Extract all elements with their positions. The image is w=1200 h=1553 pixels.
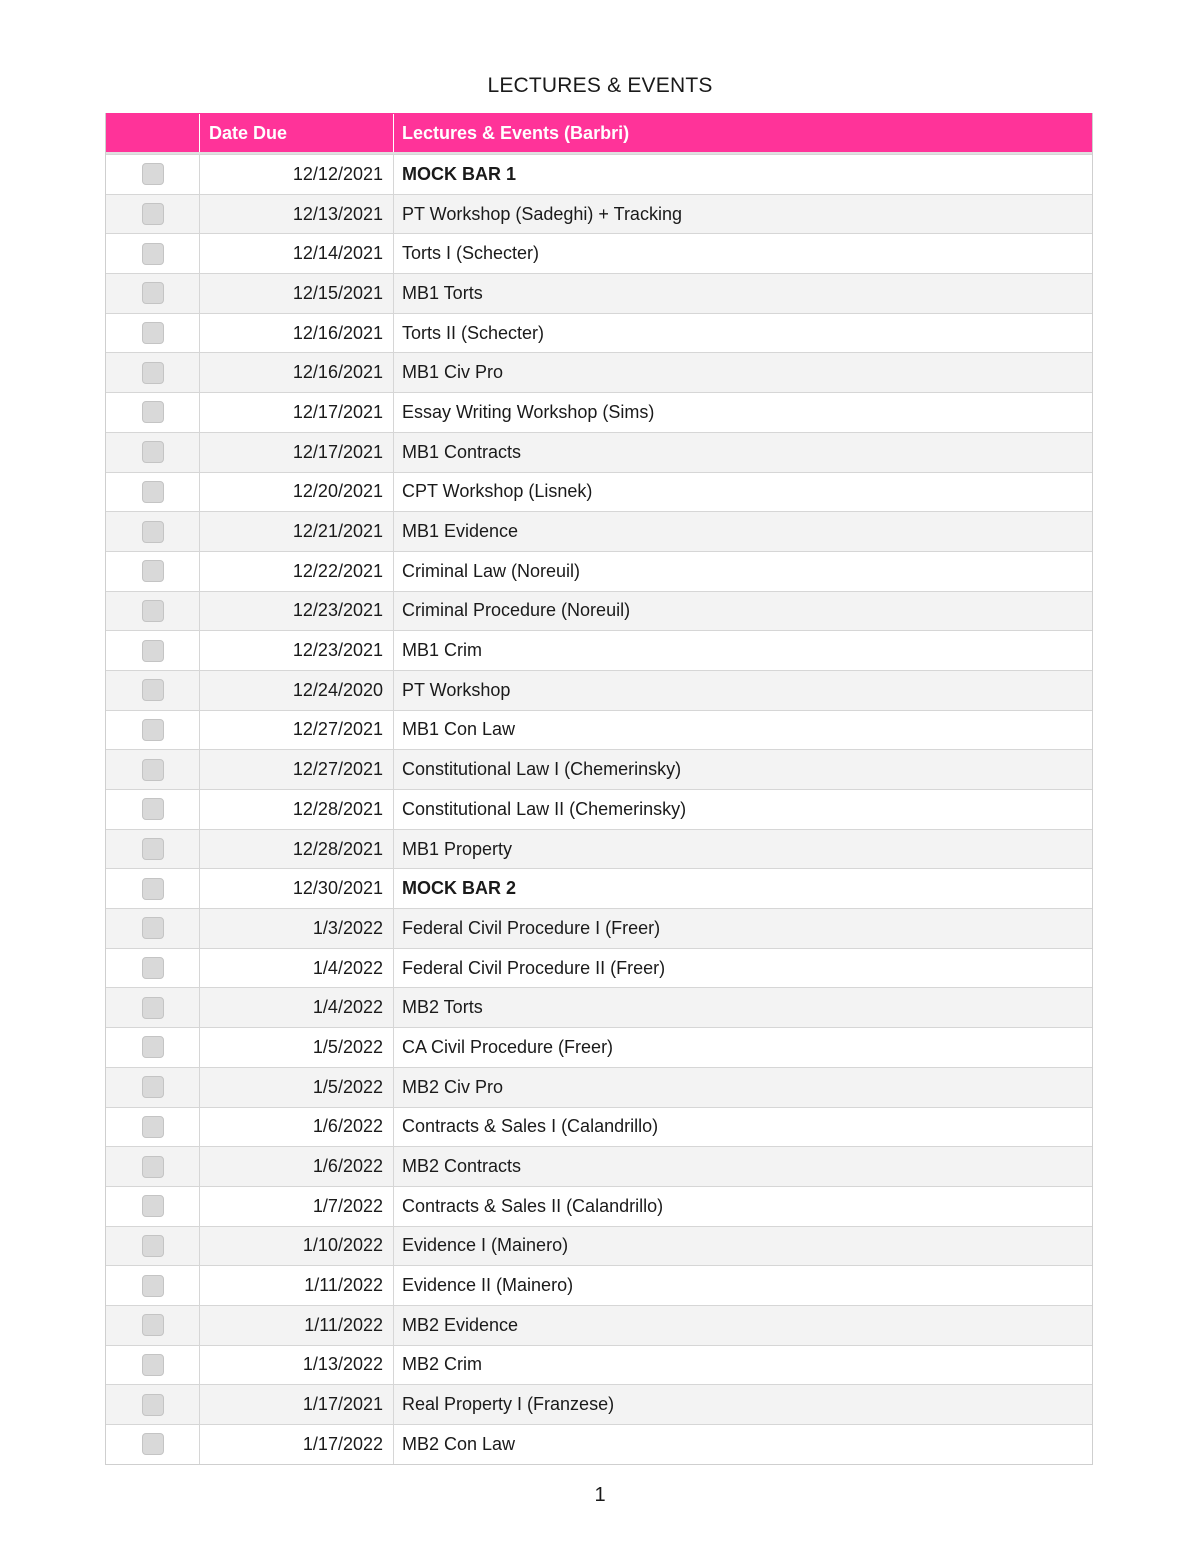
row-date-due: 12/27/2021 xyxy=(200,750,394,789)
row-checkbox-cell xyxy=(106,234,200,273)
row-date-due: 1/11/2022 xyxy=(200,1266,394,1305)
table-row xyxy=(106,710,1092,750)
table-row xyxy=(106,948,1092,988)
row-date-due: 12/17/2021 xyxy=(200,393,394,432)
row-date-due: 1/6/2022 xyxy=(200,1108,394,1147)
row-checkbox-cell xyxy=(106,790,200,829)
row-lecture-event: MOCK BAR 1 xyxy=(402,163,517,184)
row-checkbox[interactable] xyxy=(142,1036,164,1058)
table-row xyxy=(106,1186,1092,1226)
header-date-due: Date Due xyxy=(200,114,394,152)
row-checkbox-cell xyxy=(106,1266,200,1305)
row-checkbox[interactable] xyxy=(142,163,164,185)
row-lecture-event: CPT Workshop (Lisnek) xyxy=(402,481,593,502)
row-checkbox[interactable] xyxy=(142,1195,164,1217)
row-checkbox-cell xyxy=(106,393,200,432)
page-title: LECTURES & EVENTS xyxy=(487,74,713,97)
row-checkbox-cell xyxy=(106,671,200,710)
table-row xyxy=(106,591,1092,631)
row-date-due: 12/12/2021 xyxy=(200,155,394,194)
row-lecture-event: Contracts & Sales I (Calandrillo) xyxy=(402,1116,659,1137)
row-lecture-event: MB1 Con Law xyxy=(402,719,516,740)
page-number: 1 xyxy=(594,1484,606,1506)
row-checkbox-cell xyxy=(106,473,200,512)
row-checkbox-cell xyxy=(106,552,200,591)
table-row xyxy=(106,432,1092,472)
row-lecture-event: MB1 Torts xyxy=(402,282,483,303)
row-checkbox-cell xyxy=(106,1425,200,1464)
table-row xyxy=(106,1265,1092,1305)
row-lecture-event: Evidence II (Mainero) xyxy=(402,1275,574,1296)
table-row xyxy=(106,1067,1092,1107)
table-row xyxy=(106,1384,1092,1424)
row-checkbox[interactable] xyxy=(142,1235,164,1257)
row-checkbox[interactable] xyxy=(142,1354,164,1376)
row-date-due: 1/4/2022 xyxy=(200,988,394,1027)
row-checkbox-cell xyxy=(106,1187,200,1226)
row-checkbox-cell xyxy=(106,1306,200,1345)
row-date-due: 1/13/2022 xyxy=(200,1346,394,1385)
row-lecture-event: Evidence I (Mainero) xyxy=(402,1235,569,1256)
row-checkbox-cell xyxy=(106,274,200,313)
table-row xyxy=(106,313,1092,353)
row-lecture-event: Federal Civil Procedure I (Freer) xyxy=(402,917,661,938)
row-lecture-event: MB1 Property xyxy=(402,838,513,859)
table-body xyxy=(106,154,1092,1464)
row-checkbox-cell xyxy=(106,750,200,789)
table-row xyxy=(106,749,1092,789)
table-row xyxy=(106,1226,1092,1266)
row-date-due: 1/17/2021 xyxy=(200,1385,394,1424)
row-checkbox-cell xyxy=(106,988,200,1027)
row-lecture-event: MB2 Civ Pro xyxy=(402,1076,504,1097)
row-checkbox-cell xyxy=(106,869,200,908)
row-date-due: 12/15/2021 xyxy=(200,274,394,313)
row-lecture-event: MB2 Evidence xyxy=(402,1314,519,1335)
table-row xyxy=(106,472,1092,512)
row-checkbox-cell xyxy=(106,1068,200,1107)
row-checkbox[interactable] xyxy=(142,322,164,344)
table-row xyxy=(106,1345,1092,1385)
row-checkbox[interactable] xyxy=(142,798,164,820)
row-date-due: 12/17/2021 xyxy=(200,433,394,472)
row-date-due: 12/21/2021 xyxy=(200,512,394,551)
table-row xyxy=(106,154,1092,194)
row-lecture-event: Real Property I (Franzese) xyxy=(402,1394,615,1415)
row-checkbox[interactable] xyxy=(142,401,164,423)
row-date-due: 1/3/2022 xyxy=(200,909,394,948)
table-row xyxy=(106,392,1092,432)
row-checkbox[interactable] xyxy=(142,600,164,622)
row-date-due: 12/22/2021 xyxy=(200,552,394,591)
row-date-due: 1/5/2022 xyxy=(200,1028,394,1067)
table-row xyxy=(106,1027,1092,1067)
row-date-due: 12/28/2021 xyxy=(200,790,394,829)
row-lecture-event: PT Workshop xyxy=(402,679,511,700)
row-date-due: 1/4/2022 xyxy=(200,949,394,988)
row-checkbox[interactable] xyxy=(142,481,164,503)
row-date-due: 1/5/2022 xyxy=(200,1068,394,1107)
table-header-row xyxy=(106,113,1092,154)
row-lecture-event: MB1 Evidence xyxy=(402,521,519,542)
row-lecture-event: Contracts & Sales II (Calandrillo) xyxy=(402,1195,664,1216)
header-lectures-events: Lectures & Events (Barbri) xyxy=(402,122,630,143)
row-date-due: 12/27/2021 xyxy=(200,711,394,750)
row-checkbox-cell xyxy=(106,909,200,948)
row-checkbox-cell xyxy=(106,830,200,869)
table-row xyxy=(106,233,1092,273)
table-row xyxy=(106,194,1092,234)
row-checkbox-cell xyxy=(106,195,200,234)
row-checkbox-cell xyxy=(106,711,200,750)
table-row xyxy=(106,273,1092,313)
row-checkbox[interactable] xyxy=(142,1394,164,1416)
row-checkbox[interactable] xyxy=(142,1116,164,1138)
row-checkbox-cell xyxy=(106,1108,200,1147)
row-checkbox-cell xyxy=(106,1147,200,1186)
table-row xyxy=(106,1146,1092,1186)
row-date-due: 12/20/2021 xyxy=(200,473,394,512)
row-checkbox[interactable] xyxy=(142,1156,164,1178)
table-row xyxy=(106,789,1092,829)
row-lecture-event: Essay Writing Workshop (Sims) xyxy=(402,401,655,422)
row-checkbox-cell xyxy=(106,314,200,353)
row-checkbox[interactable] xyxy=(142,521,164,543)
row-checkbox-cell xyxy=(106,1028,200,1067)
row-checkbox[interactable] xyxy=(142,243,164,265)
row-lecture-event: MB2 Contracts xyxy=(402,1156,522,1177)
row-checkbox[interactable] xyxy=(142,441,164,463)
row-lecture-event: MB1 Civ Pro xyxy=(402,362,504,383)
row-lecture-event: MB2 Con Law xyxy=(402,1433,516,1454)
row-date-due: 1/6/2022 xyxy=(200,1147,394,1186)
row-date-due: 12/24/2020 xyxy=(200,671,394,710)
table-row xyxy=(106,511,1092,551)
row-checkbox-cell xyxy=(106,949,200,988)
row-checkbox-cell xyxy=(106,433,200,472)
header-check-cell xyxy=(106,114,200,152)
row-checkbox[interactable] xyxy=(142,719,164,741)
row-checkbox[interactable] xyxy=(142,679,164,701)
row-date-due: 1/10/2022 xyxy=(200,1227,394,1266)
row-checkbox[interactable] xyxy=(142,878,164,900)
row-checkbox[interactable] xyxy=(142,640,164,662)
row-lecture-event: CA Civil Procedure (Freer) xyxy=(402,1036,614,1057)
row-checkbox-cell xyxy=(106,512,200,551)
row-checkbox-cell xyxy=(106,592,200,631)
table-row xyxy=(106,670,1092,710)
row-lecture-event: MB2 Torts xyxy=(402,997,483,1018)
row-checkbox[interactable] xyxy=(142,1076,164,1098)
row-lecture-event: MB2 Crim xyxy=(402,1354,482,1375)
table-row xyxy=(106,868,1092,908)
row-lecture-event: Constitutional Law I (Chemerinsky) xyxy=(402,759,682,780)
row-checkbox[interactable] xyxy=(142,997,164,1019)
row-checkbox[interactable] xyxy=(142,1433,164,1455)
table-row xyxy=(106,551,1092,591)
table-row xyxy=(106,630,1092,670)
row-checkbox[interactable] xyxy=(142,759,164,781)
row-lecture-event: MB1 Crim xyxy=(402,640,482,661)
table-row xyxy=(106,1424,1092,1464)
row-lecture-event: MB1 Contracts xyxy=(402,441,522,462)
row-date-due: 12/16/2021 xyxy=(200,353,394,392)
row-checkbox[interactable] xyxy=(142,917,164,939)
table-row xyxy=(106,908,1092,948)
row-checkbox[interactable] xyxy=(142,282,164,304)
row-date-due: 12/28/2021 xyxy=(200,830,394,869)
row-checkbox-cell xyxy=(106,1385,200,1424)
row-date-due: 12/23/2021 xyxy=(200,592,394,631)
table-row xyxy=(106,987,1092,1027)
table-row xyxy=(106,1107,1092,1147)
table-row xyxy=(106,829,1092,869)
row-checkbox-cell xyxy=(106,353,200,392)
row-checkbox[interactable] xyxy=(142,203,164,225)
row-date-due: 1/11/2022 xyxy=(200,1306,394,1345)
row-checkbox[interactable] xyxy=(142,560,164,582)
row-checkbox-cell xyxy=(106,1346,200,1385)
row-lecture-event: Criminal Procedure (Noreuil) xyxy=(402,600,631,621)
row-checkbox[interactable] xyxy=(142,1275,164,1297)
row-checkbox-cell xyxy=(106,631,200,670)
row-checkbox-cell xyxy=(106,1227,200,1266)
row-checkbox[interactable] xyxy=(142,362,164,384)
row-date-due: 12/30/2021 xyxy=(200,869,394,908)
row-lecture-event: Torts I (Schecter) xyxy=(402,243,540,264)
row-date-due: 12/14/2021 xyxy=(200,234,394,273)
table-row xyxy=(106,352,1092,392)
row-lecture-event: Criminal Law (Noreuil) xyxy=(402,560,581,581)
table-row xyxy=(106,1305,1092,1345)
row-date-due: 12/16/2021 xyxy=(200,314,394,353)
events-table xyxy=(105,113,1093,1465)
row-date-due: 1/17/2022 xyxy=(200,1425,394,1464)
row-checkbox[interactable] xyxy=(142,838,164,860)
row-lecture-event: MOCK BAR 2 xyxy=(402,878,517,899)
row-date-due: 1/7/2022 xyxy=(200,1187,394,1226)
row-lecture-event: Constitutional Law II (Chemerinsky) xyxy=(402,798,687,819)
row-lecture-event: PT Workshop (Sadeghi) + Tracking xyxy=(402,203,682,224)
row-date-due: 12/23/2021 xyxy=(200,631,394,670)
row-lecture-event: Federal Civil Procedure II (Freer) xyxy=(402,957,666,978)
row-checkbox[interactable] xyxy=(142,957,164,979)
row-lecture-event: Torts II (Schecter) xyxy=(402,322,545,343)
row-date-due: 12/13/2021 xyxy=(200,195,394,234)
row-checkbox[interactable] xyxy=(142,1314,164,1336)
row-checkbox-cell xyxy=(106,155,200,194)
